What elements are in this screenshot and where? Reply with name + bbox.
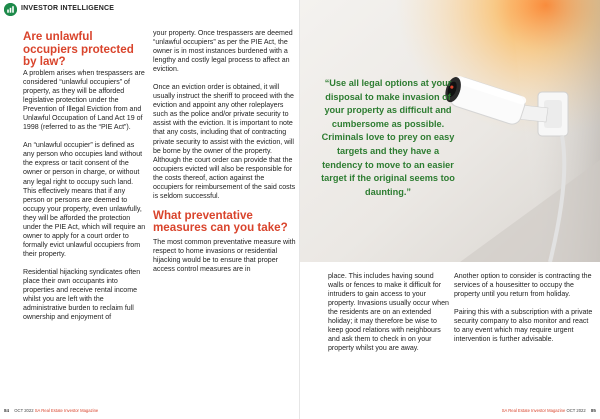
footer-date: OCT 2022 (14, 408, 34, 413)
footer-left (4, 408, 98, 413)
subheading: What preventative measures can you take? (153, 208, 288, 235)
footer-publication: SA Real Estate Investor Magazine (34, 408, 99, 413)
right-page (300, 0, 600, 419)
text-column-4 (454, 272, 596, 353)
footer-publication: SA Real Estate Investor Magazine (501, 408, 566, 413)
investor-intelligence-logo-icon (4, 3, 17, 16)
text-column-3 (328, 272, 449, 362)
paragraph: your property. Once trespassers are deemed “unlawful occupiers” as per the PIE Act, the owner is in most instances burdened with a lengthy and costly legal process to affect an eviction. (153, 30, 293, 74)
text-column-2 (153, 29, 296, 283)
footer-date: OCT 2022 (566, 408, 586, 413)
section-title: INVESTOR INTELLIGENCE (21, 5, 115, 12)
page-number: 84 (4, 408, 10, 413)
paragraph: Residential hijacking syndicates often place their own occupants into properties and receive rental income whilst you are left with the administrative burden to reclaim full ownership and enjoyment of (23, 268, 141, 322)
paragraph: The most common preventative measure with respect to home invasions or residential hijacking would be to ensure that proper access control measures are in (153, 239, 296, 274)
paragraph: Pairing this with a subscription with a private security company to also monitor and react to any event which may require urgent intervention is further advisable. (454, 309, 593, 344)
page-number: 85 (590, 408, 596, 413)
paragraph: place. This includes having sound walls or fences to make it difficult for intruders to gain access to your property. Invasions usually occur when the residents are on an extended holiday; it may therefore be wise to keep good relations with neighbours and ask them to check in on your property whilst you are away. (328, 273, 449, 353)
paragraph: Another option to consider is contracting the services of a housesitter to occupy the property until you return from holiday. (454, 273, 592, 299)
pull-quote: “Use all legal options at your disposal to make invasion of your property as difficult and cumbersome as possible. Criminals love to prey on easy targets and they have a tendency to move to an easier target if the original seems too daunting.” (321, 78, 455, 197)
footer-right (502, 408, 596, 413)
paragraph: A problem arises when trespassers are considered “unlawful occupiers” of property, as they will be afforded legislative protection under the Prevention of Illegal Eviction from and Unlawful Occupation of Land Act 19 of 1998 (referred to as the “PIE Act”). (23, 70, 145, 132)
text-column-1 (23, 69, 147, 331)
paragraph: An “unlawful occupier” is defined as any person who occupies land without the express or tacit consent of the owner or person in charge, or without any legal right to occupy such land. This effectively means that if any person or persons are deemed to occupy your property, even unlawfully, they will be afforded the protection under the PIE Act, which will require an owner to apply for a court order to formally evict unlawful occupiers from their property. (23, 142, 146, 258)
article-heading: Are unlawful occupiers protected by law? (23, 30, 134, 69)
paragraph: Once an eviction order is obtained, it will usually instruct the sheriff to proceed with the eviction and appoint any other roleplayers such as the police and/or private security to assist with the eviction. It is important to note that any costs, including that of contracting private security to assist with the eviction, will be borne by the owner of the property. Although the court order can provide that the occupiers evicted will also be responsible for the costs thereof, action against the occupiers for reimbursement of the said costs is seldom successful. (153, 84, 296, 200)
